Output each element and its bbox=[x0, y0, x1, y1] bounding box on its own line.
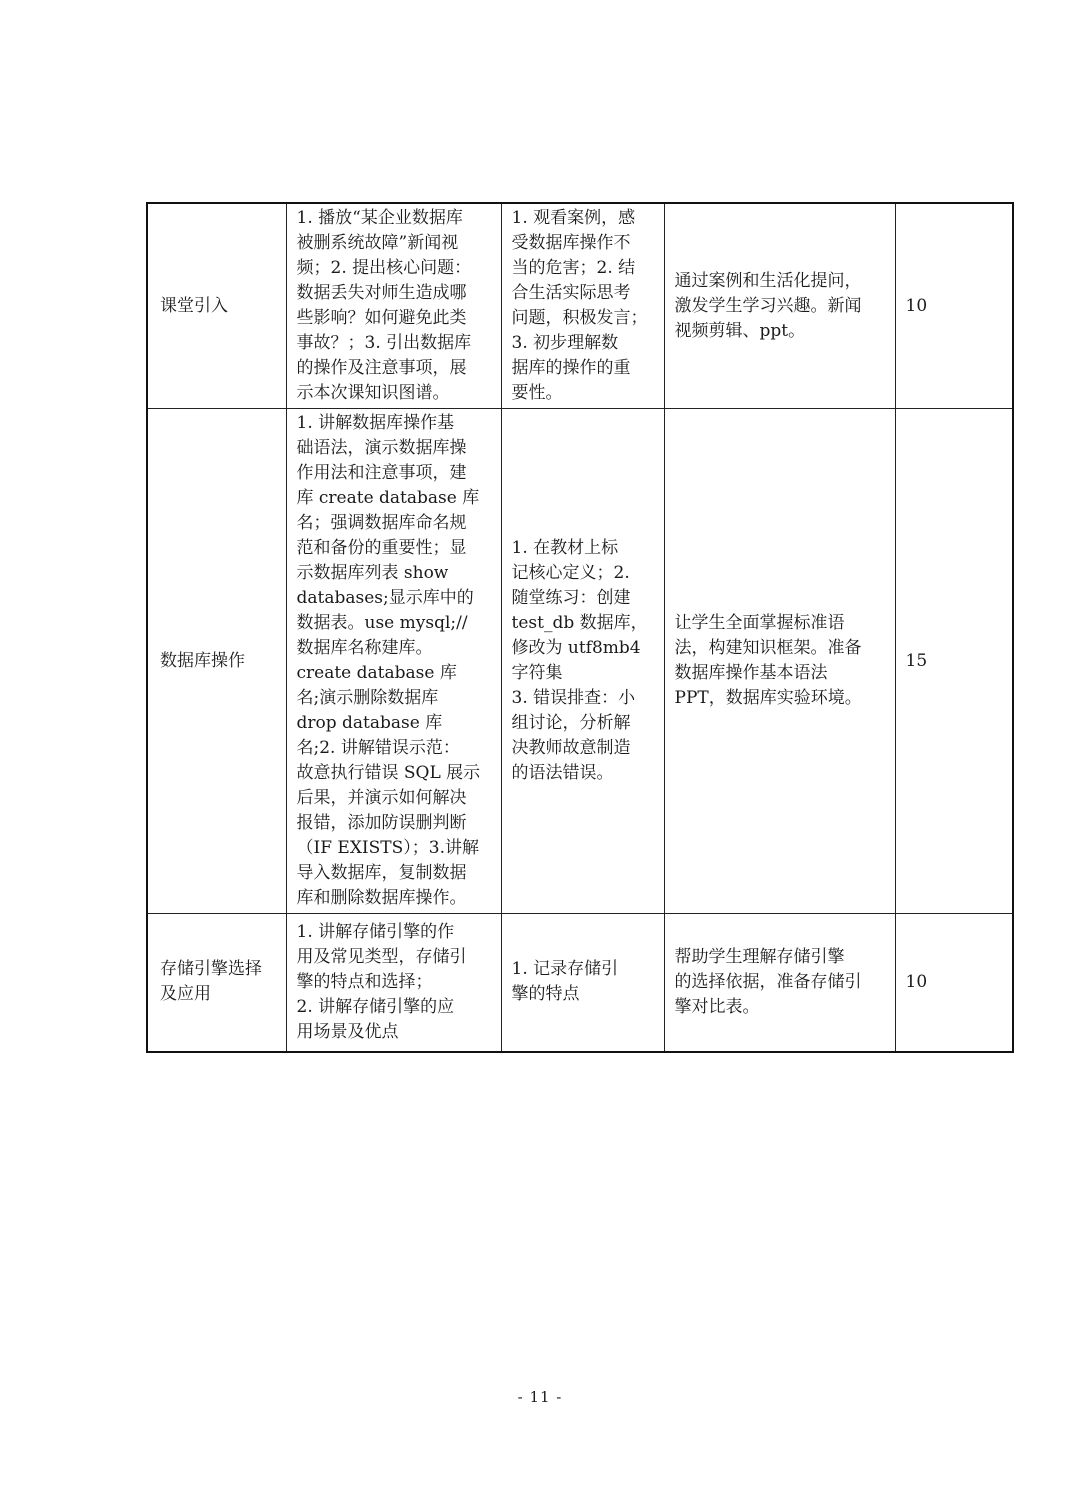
text-line: 擎的特点和选择； bbox=[296, 971, 433, 992]
student-activity-cell bbox=[501, 203, 664, 409]
text-line: 1. 在教材上标 bbox=[511, 538, 619, 558]
text-line: 1. 观看案例，感 bbox=[511, 208, 636, 228]
text-line: 报错，添加防误删判断 bbox=[296, 813, 467, 833]
teacher-activity-cell bbox=[286, 409, 501, 914]
phase-cell bbox=[147, 203, 286, 409]
text-line: 数据库名称建库。 bbox=[296, 638, 433, 658]
minutes-value: 15 bbox=[905, 650, 928, 671]
text-line: 故意执行错误 SQL 展示 bbox=[296, 763, 481, 783]
text-line: 1. 讲解数据库操作基 bbox=[296, 413, 455, 433]
design-intent-cell bbox=[664, 914, 895, 1052]
text-line: 3. 错误排查：小 bbox=[511, 688, 636, 708]
text-line: 事故？；3. 引出数据库 bbox=[296, 333, 472, 353]
table-row bbox=[147, 409, 1013, 914]
text-line: 决教师故意制造 bbox=[511, 738, 631, 758]
text-line: 组讨论，分析解 bbox=[511, 713, 631, 733]
student-activity-cell bbox=[501, 914, 664, 1052]
text-line: 后果，并演示如何解决 bbox=[296, 788, 467, 808]
text-line: 作用法和注意事项，建 bbox=[296, 463, 467, 483]
text-line: 擎的特点 bbox=[511, 984, 580, 1005]
text-line: 帮助学生理解存储引擎 bbox=[674, 946, 845, 967]
phase-cell bbox=[147, 409, 286, 914]
text-line: 1. 记录存储引 bbox=[511, 959, 619, 980]
text-line: 被删系统故障”新闻视 bbox=[296, 233, 459, 253]
phase-label: 课堂引入 bbox=[160, 295, 228, 316]
text-line: 当的危害；2. 结 bbox=[511, 258, 636, 278]
text-line: 名;演示删除数据库 bbox=[296, 688, 439, 708]
text-line: 擎对比表。 bbox=[674, 996, 760, 1017]
phase-label: 存储引擎选择 bbox=[160, 959, 262, 980]
minutes-value: 10 bbox=[905, 295, 928, 316]
text-line: 法，构建知识框架。准备 bbox=[674, 638, 862, 658]
text-line: 数据丢失对师生造成哪 bbox=[296, 283, 467, 303]
text-line: 用及常见类型，存储引 bbox=[296, 946, 467, 967]
minutes-cell bbox=[895, 203, 1013, 409]
text-line: 名；强调数据库命名规 bbox=[296, 513, 467, 533]
phase-cell bbox=[147, 914, 286, 1052]
text-line: 的操作及注意事项，展 bbox=[296, 358, 467, 378]
text-line: 修改为 utf8mb4 bbox=[511, 638, 641, 658]
text-line: 记核心定义；2. bbox=[511, 563, 630, 583]
text-line: 3. 初步理解数 bbox=[511, 333, 619, 353]
text-line: 激发学生学习兴趣。新闻 bbox=[674, 295, 862, 316]
text-line: 1. 播放“某企业数据库 bbox=[296, 208, 463, 228]
lesson-plan-table bbox=[146, 202, 1014, 1053]
text-line: test_db 数据库， bbox=[511, 613, 648, 633]
text-line: 名;2. 讲解错误示范： bbox=[296, 738, 460, 758]
text-line: 用场景及优点 bbox=[296, 1021, 399, 1042]
text-line: 库 create database 库 bbox=[296, 488, 480, 508]
text-line: （IF EXISTS）；3.讲解 bbox=[296, 838, 479, 858]
text-line: 据库的操作的重 bbox=[511, 358, 631, 378]
text-line: 问题，积极发言； bbox=[511, 308, 648, 328]
text-line: 数据表。use mysql;// bbox=[296, 613, 468, 633]
minutes-cell bbox=[895, 914, 1013, 1052]
table-row bbox=[147, 203, 1013, 409]
minutes-value: 10 bbox=[905, 971, 928, 992]
minutes-cell bbox=[895, 409, 1013, 914]
text-line: 让学生全面掌握标准语 bbox=[674, 613, 845, 633]
text-line: 随堂练习：创建 bbox=[511, 588, 631, 608]
text-line: 示数据库列表 show bbox=[296, 563, 449, 583]
text-line: PPT，数据库实验环境。 bbox=[674, 688, 862, 708]
text-line: create database 库 bbox=[296, 663, 457, 683]
text-line: 的选择依据，准备存储引 bbox=[674, 971, 862, 992]
text-line: 字符集 bbox=[511, 663, 563, 683]
text-line: databases;显示库中的 bbox=[296, 588, 474, 608]
phase-label: 及应用 bbox=[160, 984, 211, 1005]
text-line: 2. 讲解存储引擎的应 bbox=[296, 996, 455, 1017]
page-number: - 11 - bbox=[517, 1388, 563, 1406]
text-line: 导入数据库，复制数据 bbox=[296, 863, 467, 883]
text-line: 受数据库操作不 bbox=[511, 233, 631, 253]
design-intent-cell bbox=[664, 409, 895, 914]
text-line: 库和删除数据库操作。 bbox=[296, 888, 467, 908]
text-line: 示本次课知识图谱。 bbox=[296, 383, 450, 403]
teacher-activity-cell bbox=[286, 914, 501, 1052]
table-row bbox=[147, 914, 1013, 1052]
text-line: 础语法，演示数据库操 bbox=[296, 438, 467, 458]
text-line: 的语法错误。 bbox=[511, 763, 614, 783]
text-line: drop database 库 bbox=[296, 713, 443, 733]
text-line: 合生活实际思考 bbox=[511, 283, 631, 303]
design-intent-cell bbox=[664, 203, 895, 409]
text-line: 视频剪辑、ppt。 bbox=[674, 320, 806, 341]
text-line: 1. 讲解存储引擎的作 bbox=[296, 921, 455, 942]
student-activity-cell bbox=[501, 409, 664, 914]
text-line: 些影响？如何避免此类 bbox=[296, 308, 467, 328]
text-line: 频；2. 提出核心问题： bbox=[296, 258, 472, 278]
text-line: 数据库操作基本语法 bbox=[674, 663, 828, 683]
text-line: 范和备份的重要性；显 bbox=[296, 538, 467, 558]
text-line: 要性。 bbox=[511, 383, 563, 403]
teacher-activity-cell bbox=[286, 203, 501, 409]
phase-label: 数据库操作 bbox=[160, 650, 245, 671]
text-line: 通过案例和生活化提问， bbox=[674, 270, 862, 291]
